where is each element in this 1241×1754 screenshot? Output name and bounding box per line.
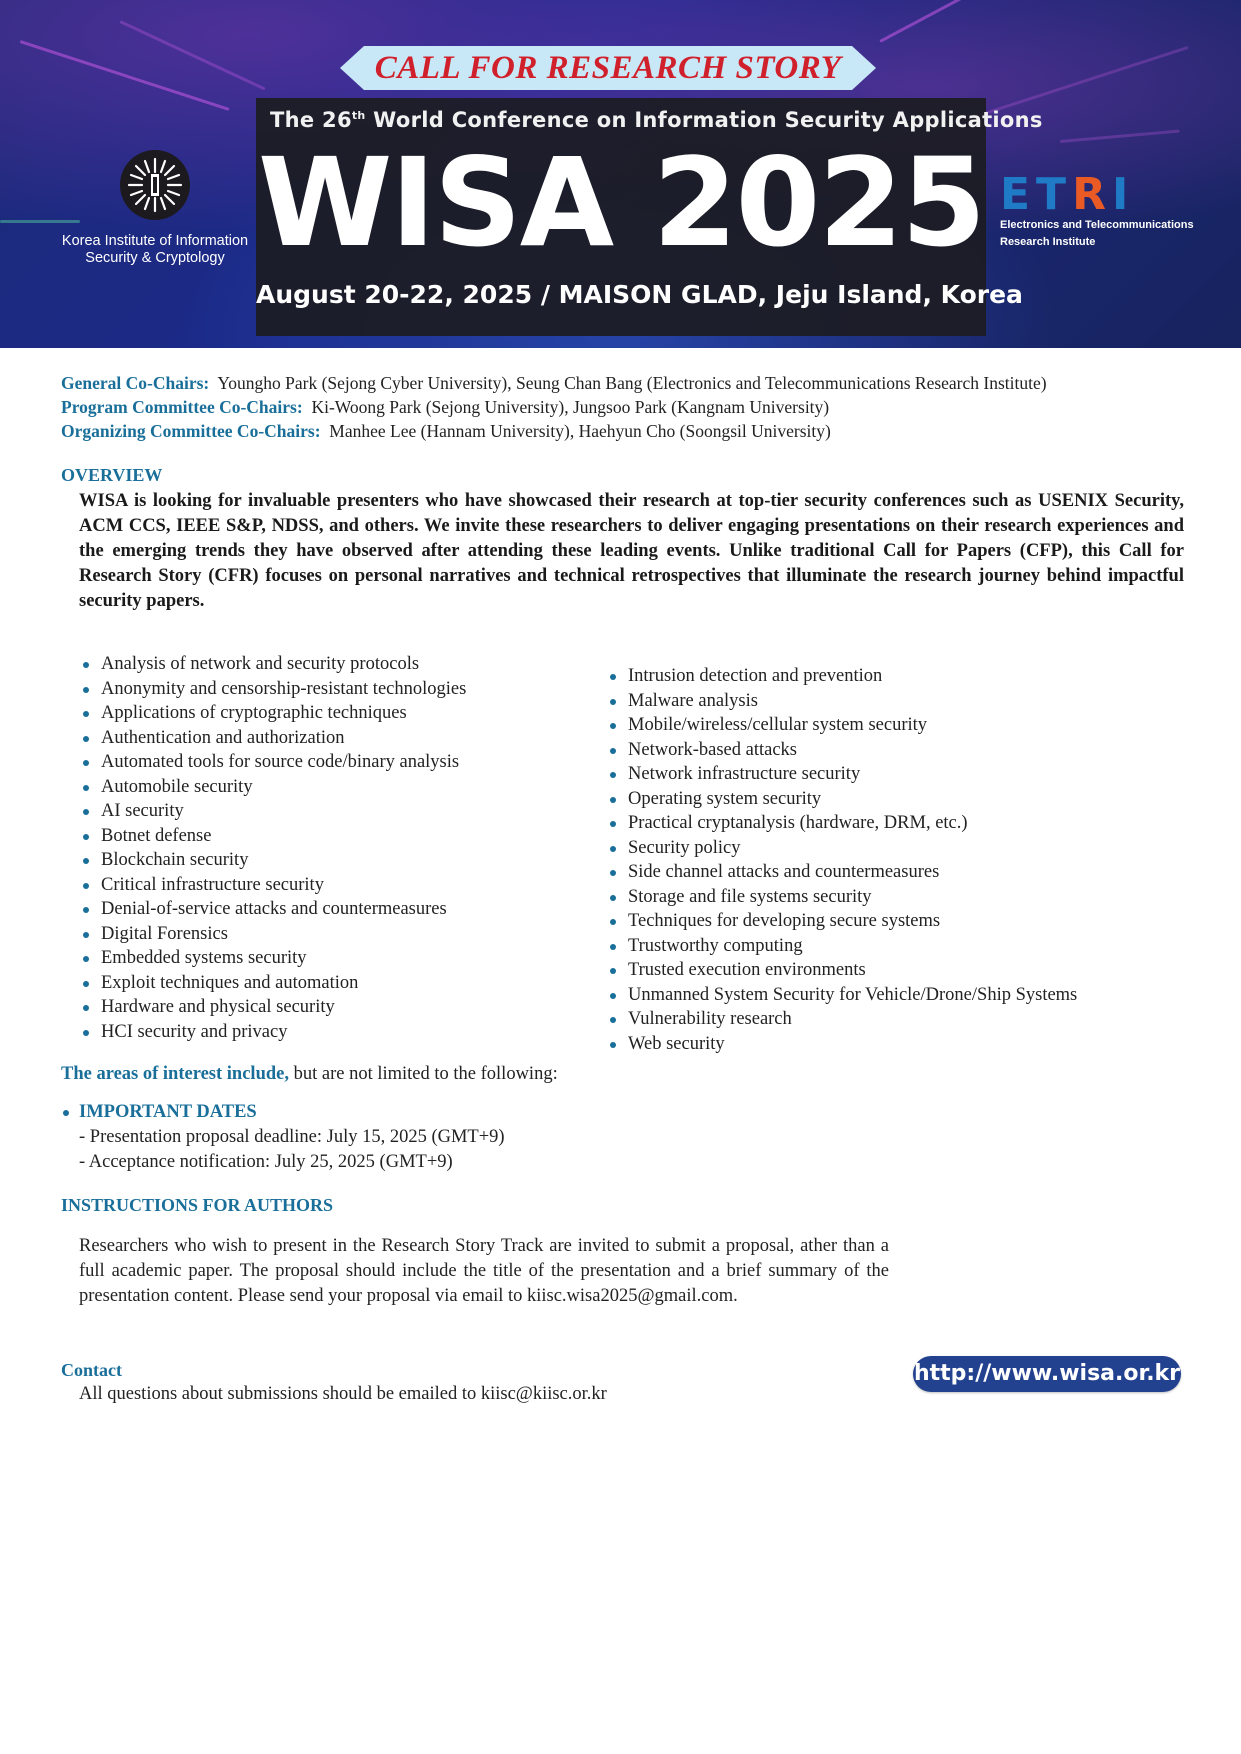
etri-name-line1: Electronics and Telecommunications — [1000, 219, 1194, 231]
topic-item — [606, 836, 1077, 861]
chair-names: Manhee Lee (Hannam University), Haehyun Cho (Soongsil University) — [329, 421, 831, 441]
conference-edition-suffix: th — [351, 109, 366, 122]
call-for-research-story-ribbon — [340, 46, 876, 90]
bullet-icon — [83, 858, 89, 864]
topic-item — [606, 787, 1077, 812]
bullet-icon — [83, 809, 89, 815]
header-banner — [0, 0, 1241, 348]
bullet-icon — [83, 687, 89, 693]
topic-label: Unmanned System Security for Vehicle/Drone/Ship Systems — [628, 984, 1078, 1005]
overview-heading: OVERVIEW — [61, 465, 163, 485]
decorative-streak — [1060, 130, 1180, 143]
topic-label: Applications of cryptographic techniques — [101, 703, 407, 723]
topic-item — [79, 971, 466, 996]
bullet-icon — [610, 772, 616, 778]
topic-item — [606, 689, 1077, 714]
bullet-icon — [83, 907, 89, 913]
topic-item — [79, 750, 466, 775]
general-co-chairs — [61, 371, 1047, 395]
topic-label: Blockchain security — [101, 850, 249, 870]
date-venue: August 20-22, 2025 / MAISON GLAD, Jeju Island, Korea — [256, 280, 1023, 309]
topic-label: Network infrastructure security — [628, 764, 861, 784]
organizing-committee-co-chairs — [61, 419, 1047, 443]
contact-text: All questions about submissions should be emailed to kiisc@kiisc.or.kr — [79, 1384, 607, 1404]
topic-item — [606, 713, 1077, 738]
topics-list-left — [79, 652, 466, 1044]
bullet-icon — [610, 1042, 616, 1048]
bullet-icon — [610, 846, 616, 852]
etri-mark-et: ET — [1000, 169, 1073, 220]
conference-name: World Conference on Information Security Applications — [365, 108, 1043, 132]
wisa-2025-title: WISA 2025 — [257, 132, 985, 274]
bullet-icon — [83, 1005, 89, 1011]
important-dates — [61, 1100, 505, 1175]
topic-item — [79, 897, 466, 922]
topic-label: HCI security and privacy — [101, 1021, 288, 1042]
kiisc-logo — [60, 150, 250, 267]
bullet-icon — [83, 760, 89, 766]
topic-item — [606, 860, 1077, 885]
areas-rest: but are not limited to the following: — [288, 1064, 558, 1084]
topic-label: Security policy — [628, 837, 741, 858]
bullet-icon — [610, 797, 616, 803]
topic-label: Intrusion detection and prevention — [628, 666, 883, 686]
bullet-icon — [83, 711, 89, 717]
important-dates-title: IMPORTANT DATES — [79, 1102, 257, 1122]
kiisc-emblem-icon — [120, 150, 190, 220]
etri-mark-i: I — [1111, 169, 1135, 220]
topic-label: Side channel attacks and countermeasures — [628, 862, 940, 882]
topic-item — [606, 958, 1077, 983]
topic-item — [79, 946, 466, 971]
topic-item — [606, 738, 1077, 763]
topic-label: Hardware and physical security — [101, 997, 335, 1017]
committee-chairs — [61, 371, 1047, 443]
topic-item — [79, 677, 466, 702]
chair-names: Youngho Park (Sejong Cyber University), Seung Chan Bang (Electronics and Telecommunications Research Institute) — [217, 373, 1047, 393]
topic-label: Digital Forensics — [101, 923, 228, 944]
etri-wordmark — [1000, 169, 1200, 220]
bullet-icon — [610, 944, 616, 950]
website-link[interactable]: http://www.wisa.or.kr — [913, 1356, 1181, 1392]
topic-label: Trustworthy computing — [628, 935, 803, 956]
topic-label: Malware analysis — [628, 690, 758, 711]
conference-edition: The 26 — [270, 108, 352, 132]
bullet-icon — [83, 662, 89, 668]
bullet-icon — [610, 870, 616, 876]
topic-item — [79, 995, 466, 1020]
bullet-icon — [83, 1030, 89, 1036]
bullet-icon — [63, 1110, 69, 1116]
kiisc-name-line2: Security & Cryptology — [85, 250, 225, 266]
instructions-heading: INSTRUCTIONS FOR AUTHORS — [61, 1195, 334, 1215]
areas-lead: The areas of interest include, — [61, 1064, 289, 1084]
chair-label: Program Committee Co-Chairs: — [61, 397, 303, 417]
topic-item — [606, 1007, 1077, 1032]
chair-label: Organizing Committee Co-Chairs: — [61, 421, 321, 441]
topic-item — [79, 848, 466, 873]
bullet-icon — [610, 748, 616, 754]
topic-item — [606, 762, 1077, 787]
topic-label: Automobile security — [101, 776, 253, 797]
etri-logo — [1000, 169, 1200, 249]
bullet-icon — [610, 919, 616, 925]
topic-label: Critical infrastructure security — [101, 874, 324, 895]
date-item: - Acceptance notification: July 25, 2025 (GMT+9) — [79, 1152, 453, 1172]
chair-label: General Co-Chairs: — [61, 373, 210, 393]
topic-item — [79, 652, 466, 677]
topic-item — [79, 922, 466, 947]
topic-item — [79, 701, 466, 726]
etri-name-line2: Research Institute — [1000, 236, 1096, 248]
topic-label: Vulnerability research — [628, 1009, 792, 1029]
topic-item — [606, 885, 1077, 910]
bullet-icon — [83, 883, 89, 889]
topic-label: Embedded systems security — [101, 948, 307, 968]
bullet-icon — [83, 834, 89, 840]
bullet-icon — [83, 932, 89, 938]
etri-mark-r: R — [1072, 169, 1112, 220]
bullet-icon — [610, 968, 616, 974]
topic-label: Trusted execution environments — [628, 960, 866, 980]
overview-text: WISA is looking for invaluable presenters who have showcased their research at top-tier security conferences such as USENIX Security, ACM CCS, IEEE S&P, NDSS, and others. We invite these researchers to deliver engaging presentations on their research experiences and the emerging trends they have observed after attending these leading events. Unlike traditional Call for Papers (CFP), this Call for Research Story (CFR) focuses on personal narratives and technical retrospectives that illuminate the research journey behind impactful security papers. — [79, 491, 1184, 611]
topic-label: Exploit techniques and automation — [101, 972, 359, 993]
bullet-icon — [83, 956, 89, 962]
bullet-icon — [610, 895, 616, 901]
topic-item — [606, 983, 1077, 1008]
bullet-icon — [610, 1017, 616, 1023]
topic-item — [79, 775, 466, 800]
topic-item — [606, 1032, 1077, 1057]
important-dates-heading — [61, 1100, 505, 1125]
areas-of-interest-intro — [61, 1064, 558, 1085]
program-committee-co-chairs — [61, 395, 1047, 419]
topic-item — [606, 811, 1077, 836]
kiisc-name-line1: Korea Institute of Information — [61, 233, 249, 249]
topic-item — [606, 909, 1077, 934]
contact-heading: Contact — [61, 1360, 122, 1380]
topic-label: Web security — [628, 1033, 725, 1054]
instructions-text: Researchers who wish to present in the Research Story Track are invited to submit a proposal, ather than a full academic paper. The proposal should include the title of the presentation and a brief summary of the presentation content. Please send your proposal via email to kiisc.wisa2025@gmail.com. — [79, 1236, 889, 1306]
topics-list-right — [606, 664, 1077, 1056]
topic-item — [79, 799, 466, 824]
topic-item — [79, 824, 466, 849]
bullet-icon — [610, 699, 616, 705]
topic-label: Operating system security — [628, 788, 822, 809]
topic-item — [79, 1020, 466, 1045]
bullet-icon — [610, 993, 616, 999]
topic-label: Mobile/wireless/cellular system security — [628, 715, 928, 735]
topic-label: Practical cryptanalysis (hardware, DRM, etc.) — [628, 813, 968, 833]
topic-item — [606, 664, 1077, 689]
topic-item — [606, 934, 1077, 959]
topic-label: AI security — [101, 801, 184, 821]
topic-label: Anonymity and censorship-resistant technologies — [101, 678, 467, 699]
chair-names: Ki-Woong Park (Sejong University), Jungsoo Park (Kangnam University) — [311, 397, 830, 417]
topic-label: Storage and file systems security — [628, 886, 872, 907]
topic-label: Network-based attacks — [628, 739, 798, 760]
decorative-streak — [879, 0, 1110, 43]
topic-label: Techniques for developing secure systems — [628, 911, 941, 931]
topic-label: Automated tools for source code/binary analysis — [101, 752, 460, 772]
bullet-icon — [83, 981, 89, 987]
bullet-icon — [610, 723, 616, 729]
ribbon-title: CALL FOR RESEARCH STORY — [374, 50, 842, 86]
bullet-icon — [83, 736, 89, 742]
bullet-icon — [610, 821, 616, 827]
topic-label: Authentication and authorization — [101, 727, 345, 748]
bullet-icon — [610, 674, 616, 680]
date-item: - Presentation proposal deadline: July 15, 2025 (GMT+9) — [79, 1127, 505, 1147]
decorative-streak — [20, 40, 230, 111]
topic-item — [79, 873, 466, 898]
topic-item — [79, 726, 466, 751]
bullet-icon — [83, 785, 89, 791]
topic-label: Botnet defense — [101, 825, 212, 846]
topic-label: Denial-of-service attacks and countermeasures — [101, 899, 447, 919]
topic-label: Analysis of network and security protocols — [101, 654, 420, 674]
